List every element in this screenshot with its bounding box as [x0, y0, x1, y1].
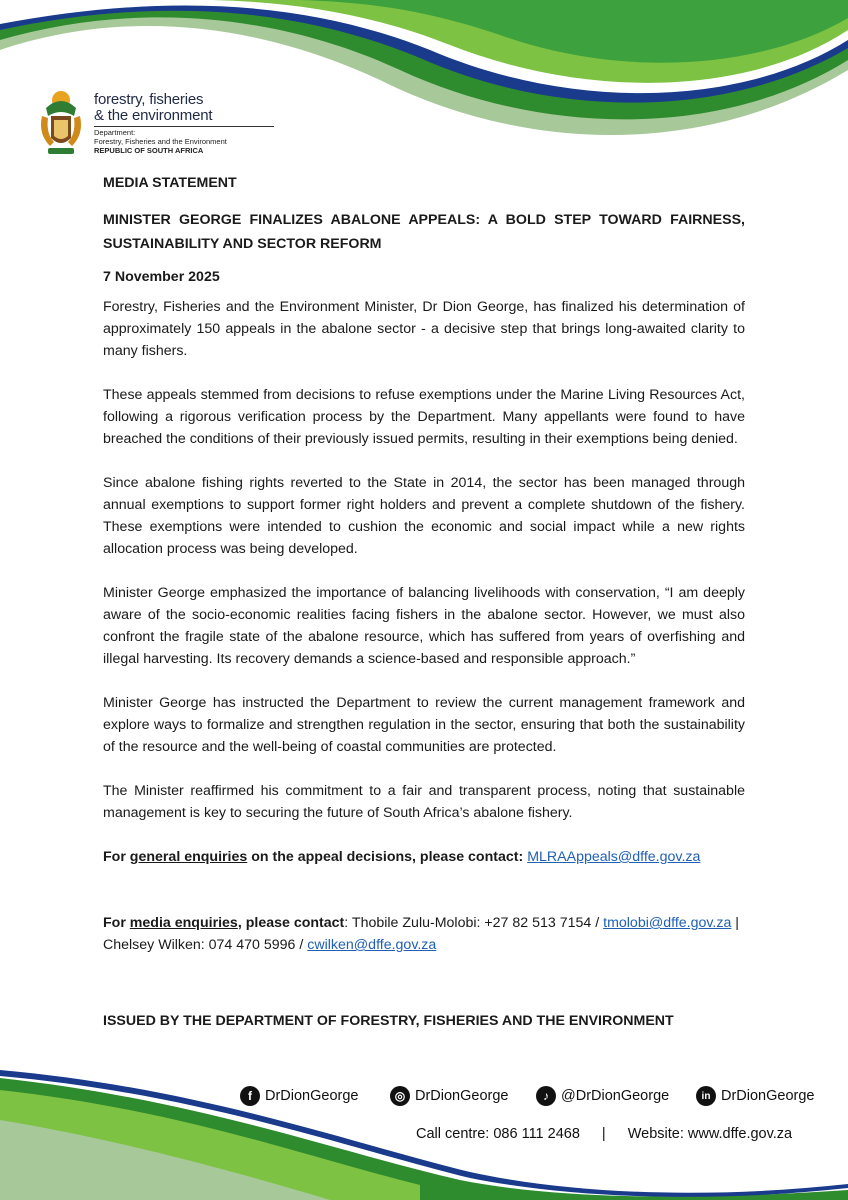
instagram-icon: ◎	[390, 1086, 410, 1106]
tiktok-icon: ♪	[536, 1086, 556, 1106]
footer-divider: |	[601, 1126, 606, 1142]
issued-by: ISSUED BY THE DEPARTMENT OF FORESTRY, FISHERIES AND THE ENVIRONMENT	[103, 1013, 674, 1029]
logo-sub-line3: REPUBLIC OF SOUTH AFRICA	[94, 146, 204, 155]
statement-body	[103, 172, 745, 1032]
media-post: , please contact	[237, 915, 345, 931]
statement-headline: MINISTER GEORGE FINALIZES ABALONE APPEALS: A BOLD STEP TOWARD FAIRNESS, SUSTAINABILITY AND SECTOR REFORM	[103, 212, 745, 252]
logo-subtitle	[94, 128, 227, 155]
cwilken-email-link[interactable]: cwilken@dffe.gov.za	[307, 937, 437, 953]
paragraph-6: The Minister reaffirmed his commitment to a fair and transparent process, noting that sustainable management is key to securing the future of South Africa’s abalone fishery.	[103, 783, 745, 821]
paragraph-2: These appeals stemmed from decisions to refuse exemptions under the Marine Living Resources Act, following a rigorous verification process by the Department. Many appellants were found to have breached the conditions of their previously issued permits, resulting in their exemptions being denied.	[103, 387, 745, 447]
instagram-handle: DrDionGeorge	[415, 1088, 509, 1104]
media-enquiries	[103, 912, 745, 956]
linkedin-handle: DrDionGeorge	[721, 1088, 815, 1104]
media-contact-1: : Thobile Zulu-Molobi: +27 82 513 7154 /	[344, 915, 604, 931]
paragraph-5: Minister George has instructed the Department to review the current management framework and explore ways to formalize and strengthen regulation in the sector, ensuring that both the sustainability of the resource and the well-being of coastal communities are protected.	[103, 695, 745, 755]
logo-title	[94, 92, 212, 124]
statement-label: MEDIA STATEMENT	[103, 175, 237, 191]
linkedin-icon: in	[696, 1086, 716, 1106]
coat-of-arms-icon	[36, 86, 86, 158]
general-underlined: general enquiries	[129, 849, 248, 865]
media-underlined: media enquiries	[129, 915, 238, 931]
social-instagram[interactable]	[390, 1086, 509, 1106]
department-logo	[36, 86, 246, 160]
statement-date: 7 November 2025	[103, 269, 220, 285]
call-centre: Call centre: 086 111 2468	[416, 1126, 580, 1142]
paragraph-3: Since abalone fishing rights reverted to the State in 2014, the sector has been managed through annual exemptions to support former right holders and prevent a complete shutdown of the fishery. These exemptions were intended to cushion the economic and social impact while a new rights allocation process was being developed.	[103, 475, 745, 557]
logo-divider	[94, 126, 274, 127]
tmolobi-email-link[interactable]: tmolobi@dffe.gov.za	[603, 915, 732, 931]
logo-title-line1: forestry, fisheries	[94, 91, 204, 108]
social-linkedin[interactable]	[696, 1086, 815, 1106]
logo-sub-line1: Department:	[94, 128, 136, 137]
paragraph-4: Minister George emphasized the importance of balancing livelihoods with conservation, “I am deeply aware of the socio-economic realities facing fishers in the abalone sector. However, we must also confront the fragile state of the abalone resource, which has suffered from years of overfishing and illegal harvesting. Its recovery demands a science-based and responsible approach.”	[103, 585, 745, 667]
footer-contact	[416, 1126, 792, 1142]
tiktok-handle: @DrDionGeorge	[561, 1088, 670, 1104]
facebook-icon: f	[240, 1086, 260, 1106]
website-link[interactable]: Website: www.dffe.gov.za	[627, 1126, 793, 1142]
paragraph-1: Forestry, Fisheries and the Environment Minister, Dr Dion George, has finalized his determination of approximately 150 appeals in the abalone sector - a decisive step that brings long-awaited clarity to many fishers.	[103, 299, 745, 359]
general-post: on the appeal decisions, please contact:	[247, 849, 524, 865]
social-facebook[interactable]	[240, 1086, 359, 1106]
logo-title-line2: & the environment	[94, 107, 213, 124]
social-links	[240, 1086, 840, 1112]
media-contact-2: | Chelsey Wilken: 074 470 5996 /	[103, 915, 739, 953]
logo-sub-line2: Forestry, Fisheries and the Environment	[94, 137, 227, 146]
media-pre: For	[103, 915, 130, 931]
social-tiktok[interactable]	[536, 1086, 669, 1106]
general-enquiries	[103, 846, 745, 868]
general-pre: For	[103, 849, 130, 865]
facebook-handle: DrDionGeorge	[265, 1088, 359, 1104]
appeals-email-link[interactable]: MLRAAppeals@dffe.gov.za	[527, 849, 701, 865]
